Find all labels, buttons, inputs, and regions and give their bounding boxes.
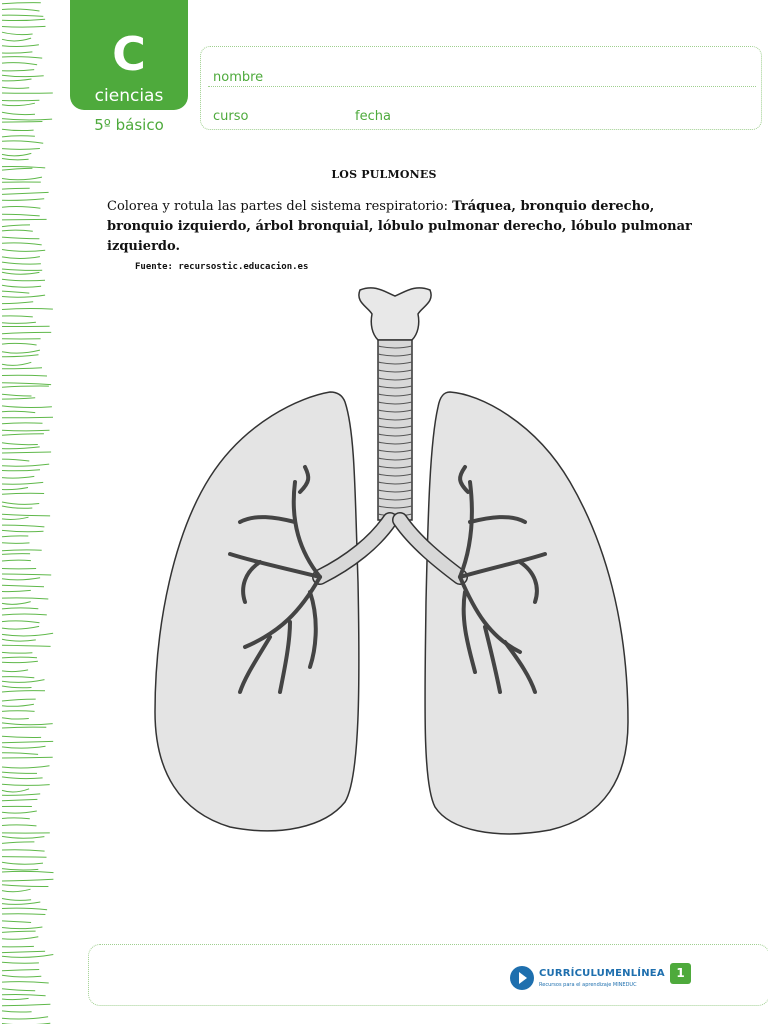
- name-field-label[interactable]: nombre: [213, 70, 264, 85]
- worksheet-title: LOS PULMONES: [331, 168, 437, 181]
- grass-border-decoration: [0, 0, 58, 1024]
- instructions-parts: Tráquea, bronquio derecho, bronquio izquierdo, árbol bronquial, lóbulo pulmonar derecho, lóbulo pulmonar izquierdo.: [107, 199, 692, 254]
- footer-box: [88, 944, 768, 1006]
- subject-letter: C: [112, 27, 146, 81]
- instructions: [107, 197, 707, 257]
- curriculum-logo-subtitle: Recursos para el aprendizaje MINEDUC: [539, 982, 637, 988]
- trachea: [378, 340, 412, 520]
- date-field-label[interactable]: fecha: [355, 109, 391, 124]
- student-info-box: [200, 46, 762, 130]
- header-divider: [208, 86, 756, 87]
- course-field-label[interactable]: curso: [213, 109, 249, 124]
- image-source: Fuente: recursostic.educacion.es: [135, 262, 309, 272]
- instructions-lead: Colorea y rotula las partes del sistema respiratorio:: [107, 199, 453, 214]
- left-lung-lobe: [425, 392, 628, 834]
- subject-badge: [70, 0, 188, 110]
- curriculum-logo-icon: [510, 966, 534, 990]
- page-number: 1: [670, 963, 691, 984]
- subject-name: ciencias: [94, 86, 164, 106]
- lungs-illustration: [150, 282, 640, 842]
- curriculum-logo-text: CURRÍCULUMENLÍNEA: [539, 968, 665, 979]
- grade-level: 5º básico: [94, 116, 164, 134]
- larynx: [359, 288, 431, 340]
- right-lung-lobe: [155, 392, 359, 831]
